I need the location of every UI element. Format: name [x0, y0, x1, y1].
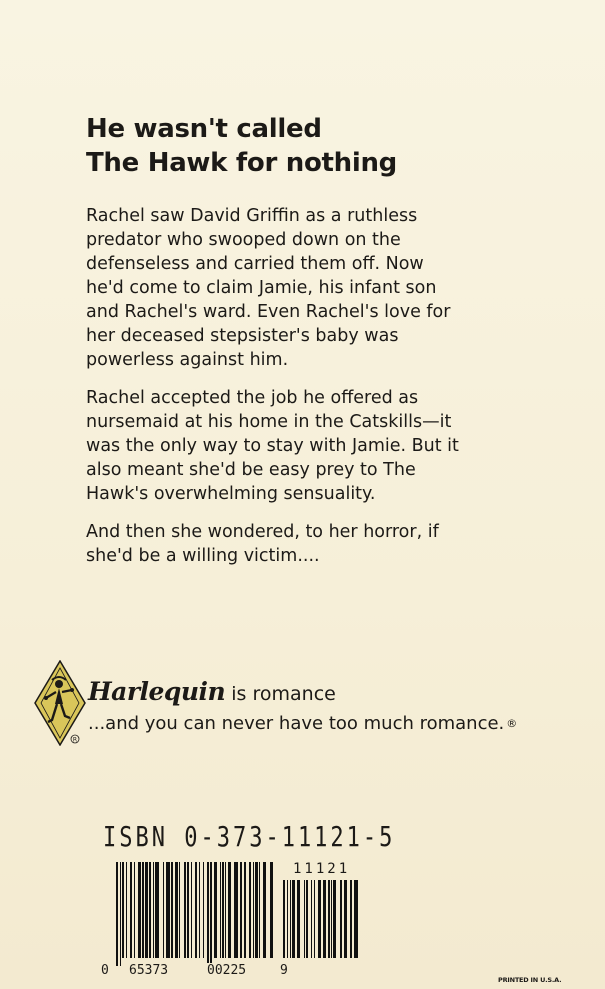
- brand-suffix: is romance: [225, 683, 336, 705]
- blurb-line: powerless against him.: [86, 350, 289, 370]
- blurb-line: she'd be a willing victim....: [86, 546, 320, 566]
- registered-mark: ®: [506, 717, 518, 730]
- svg-text:R: R: [72, 736, 78, 744]
- blurb-line: And then she wondered, to her horror, if: [86, 522, 439, 542]
- blurb-line: Rachel saw David Griffin as a ruthless: [86, 206, 418, 226]
- blurb-line: Rachel accepted the job he offered as: [86, 388, 419, 408]
- blurb-paragraph-2: [86, 386, 556, 506]
- blurb-line: predator who swooped down on the: [86, 230, 401, 250]
- blurb: [86, 204, 556, 582]
- barcode-digits-group-1: 65373: [129, 963, 169, 978]
- brand-tagline: [88, 712, 517, 736]
- blurb-line: was the only way to stay with Jamie. But it: [86, 436, 459, 456]
- blurb-paragraph-3: [86, 520, 556, 568]
- blurb-line: Hawk's overwhelming sensuality.: [86, 484, 376, 504]
- blurb-line: defenseless and carried them off. Now: [86, 254, 424, 274]
- blurb-line: and Rachel's ward. Even Rachel's love for: [86, 302, 451, 322]
- blurb-paragraph-1: [86, 204, 556, 372]
- barcode-digits-group-2: 00225: [207, 963, 247, 978]
- brand-line: [88, 677, 336, 706]
- tagline-text: ...and you can never have too much romance.: [88, 713, 505, 734]
- barcode-digit-left: 0: [101, 963, 109, 978]
- barcode-addon-icon: [283, 880, 360, 966]
- blurb-line: also meant she'd be easy prey to The: [86, 460, 416, 480]
- barcode-addon-digits: 11121: [293, 861, 351, 877]
- headline-line-2: The Hawk for nothing: [86, 148, 397, 178]
- barcode-digit-right: 9: [280, 963, 288, 978]
- blurb-line: nursemaid at his home in the Catskills—it: [86, 412, 452, 432]
- harlequin-wordmark: Harlequin: [88, 677, 226, 706]
- isbn-number: ISBN 0-373-11121-5: [103, 822, 396, 854]
- printed-in-label: PRINTED IN U.S.A.: [498, 976, 562, 984]
- harlequin-diamond-logo-icon: [34, 660, 86, 746]
- blurb-line: her deceased stepsister's baby was: [86, 326, 399, 346]
- blurb-line: he'd come to claim Jamie, his infant son: [86, 278, 437, 298]
- barcode-icon: [116, 862, 276, 966]
- headline: [86, 112, 546, 180]
- headline-line-1: He wasn't called: [86, 114, 322, 144]
